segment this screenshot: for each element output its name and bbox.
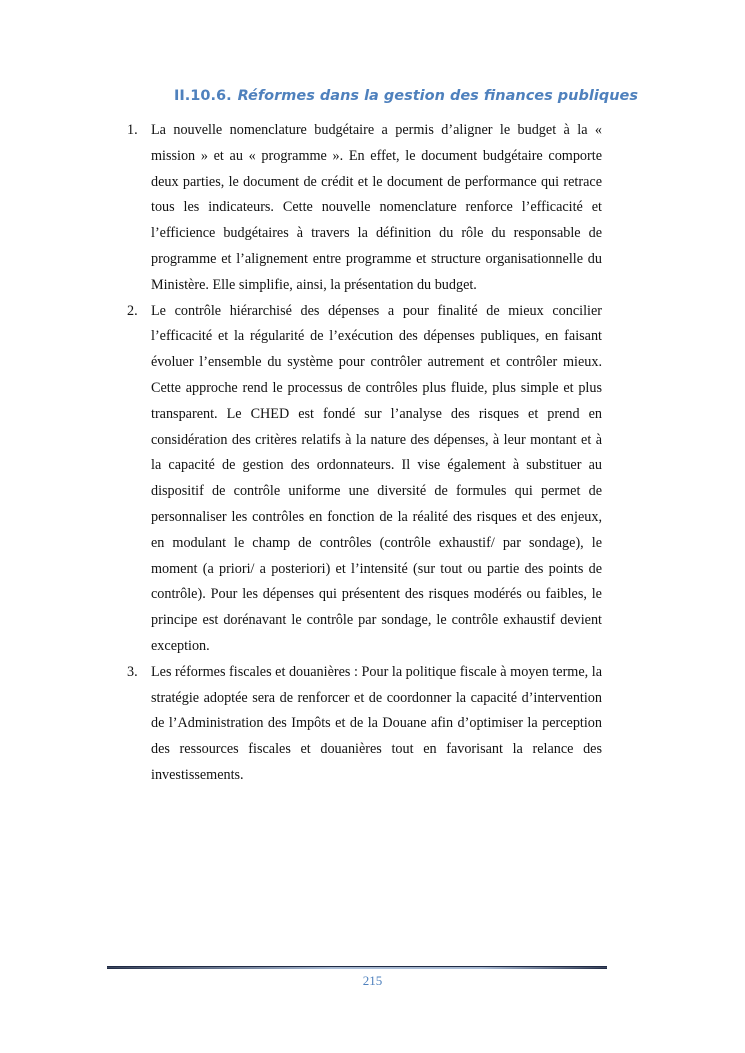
list-item-number: 1.	[127, 122, 138, 138]
page-number: 215	[362, 973, 383, 988]
list-item-text: La nouvelle nomenclature budgétaire a permis d’aligner le budget à la « mission » et au « programme ». En effet, le document budgétaire comporte deux parties, le document de crédit et le document de performance qui retrace tous les indicateurs. Cette nouvelle nomenclature renforce l’efficacité et l’efficience budgétaires à travers la définition du rôle du responsable de programme et l’alignement entre programme et structure organisationnelle du Ministère. Elle simplifie, ainsi, la présentation du budget.	[151, 122, 602, 293]
section-number: II.10.6.	[174, 88, 232, 104]
list-item-text: Les réformes fiscales et douanières : Pour la politique fiscale à moyen terme, la stratégie adoptée sera de renforcer et de coordonner la capacité d’intervention de l’Administration des Impôts et de la Douane afin d’optimiser la perception des ressources fiscales et douanières tout en favorisant la relance des investissements.	[151, 663, 602, 783]
list-item-number: 3.	[127, 663, 138, 680]
section-title: Réformes dans la gestion des finances publiques	[237, 88, 638, 104]
list-item	[127, 299, 602, 660]
list-item-number: 2.	[127, 302, 138, 319]
footer-divider	[107, 966, 607, 969]
reform-list	[127, 118, 602, 789]
list-item-text: Le contrôle hiérarchisé des dépenses a pour finalité de mieux concilier l’efficacité et la régularité de l’exécution des dépenses publiques, en faisant évoluer l’ensemble du système pour contrôler autrement et contrôler mieux. Cette approche rend le processus de contrôles plus fluide, plus simple et plus transparent. Le CHED est fondé sur l’analyse des risques et prend en considération des critères relatifs à la nature des dépenses, à leur montant et à la capacité de gestion des ordonnateurs. Il vise également à substituer au dispositif de contrôle uniforme une diversité de formules qui permet de personnaliser les contrôles en fonction de la réalité des risques et des enjeux, en modulant le champ de contrôles (contrôle exhaustif/ par sondage), le moment (a priori/ a posteriori) et l’intensité (sur tout ou partie des points de contrôle). Pour les dépenses qui présentent des risques modérés ou faibles, le principe est dorénavant le contrôle par sondage, le contrôle exhaustif devient exception.	[151, 302, 602, 654]
list-item	[127, 118, 602, 299]
section-heading	[174, 88, 638, 104]
list-item	[127, 660, 602, 789]
